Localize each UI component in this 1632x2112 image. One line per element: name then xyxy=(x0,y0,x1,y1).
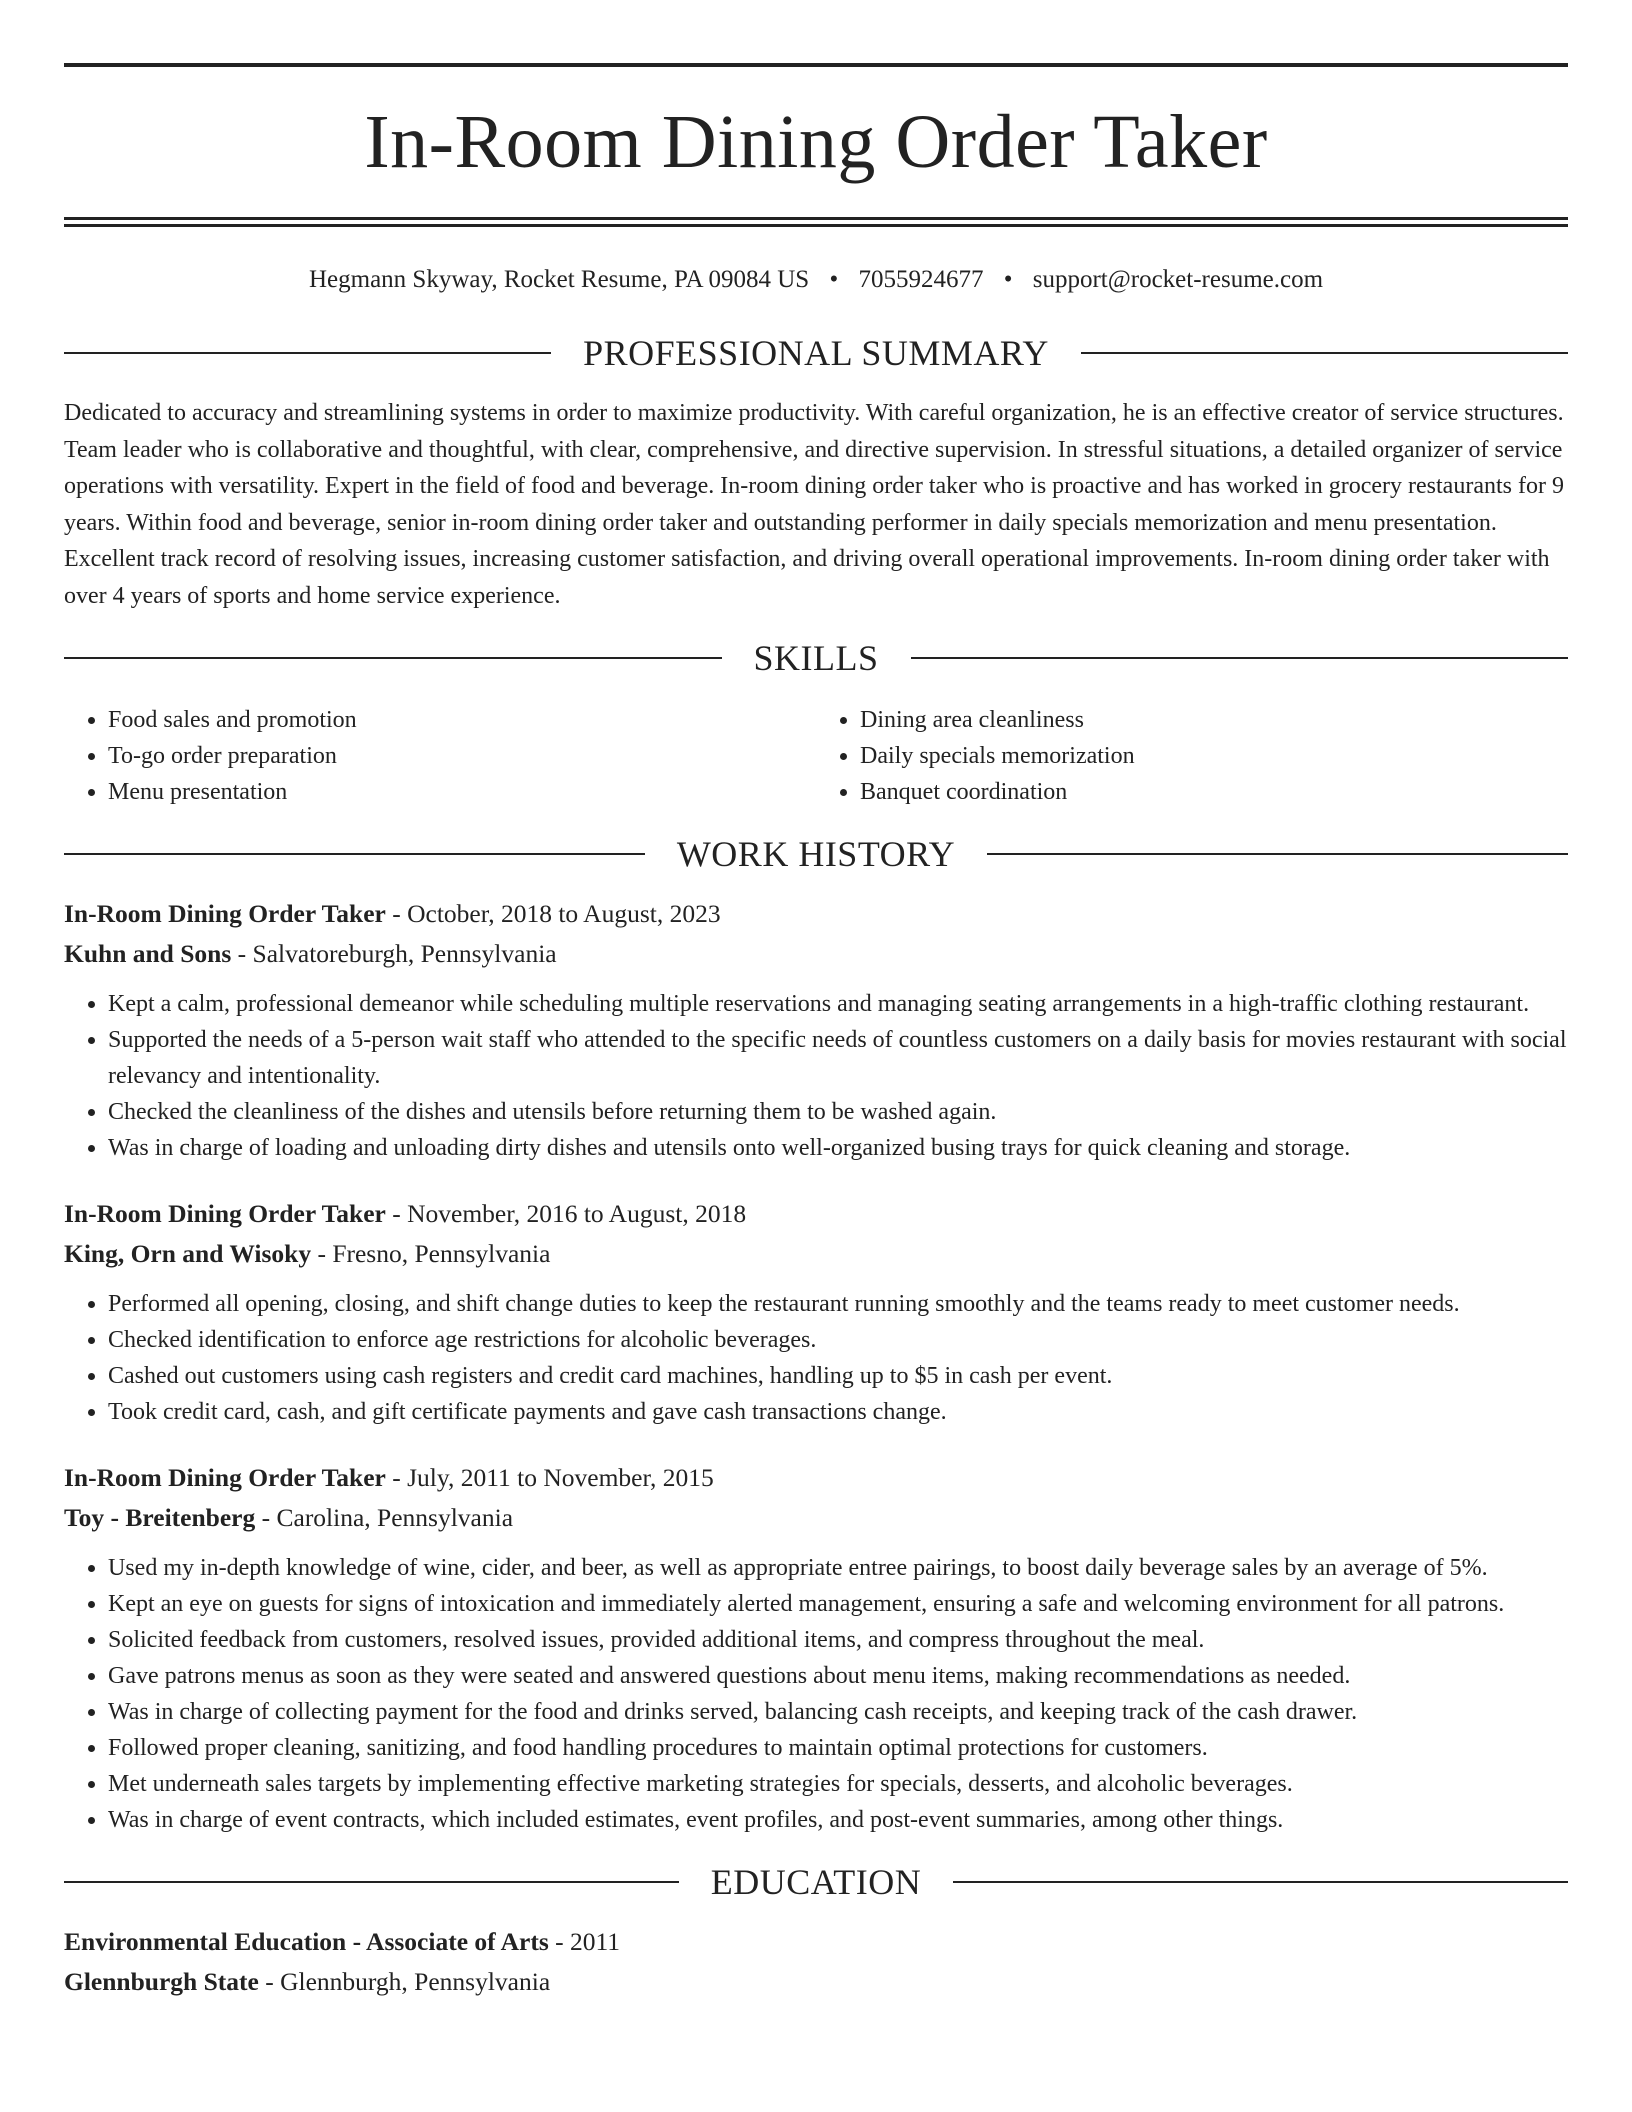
job-title: In-Room Dining Order Taker xyxy=(64,899,386,928)
job-bullet: • Gave patrons menus as soon as they were seated and answered questions about menu items, making recommendations as needed. xyxy=(108,1658,1568,1694)
education-entry xyxy=(64,1922,1568,2002)
heading-rule-right xyxy=(911,657,1569,659)
contact-separator: • xyxy=(829,266,839,293)
skill-item: • Food sales and promotion xyxy=(108,702,816,738)
job-company-line xyxy=(64,1498,1568,1538)
summary-text: Dedicated to accuracy and streamlining systems in order to maximize productivity. With careful organization, he is an effective creator of service structures. Team leader who is collaborative and thoughtful, with clear, comprehensive, and directive supervision. In stressful situations, a detailed organizer of service operations with versatility. Expert in the field of food and beverage. In-room dining order taker who is proactive and has worked in grocery restaurants for 9 years. Within food and beverage, senior in-room dining order taker and outstanding performer in daily specials memorization and menu presentation. Excellent track record of resolving issues, increasing customer satisfaction, and driving overall operational improvements. In-room dining order taker with over 4 years of sports and home service experience. xyxy=(64,400,1564,609)
skills-list xyxy=(64,702,1568,810)
heading-rule-right xyxy=(953,1881,1568,1883)
job-entry xyxy=(64,1194,1568,1430)
heading-rule-left xyxy=(64,657,722,659)
job-company: King, Orn and Wisoky xyxy=(64,1239,312,1268)
education-location: - Glennburgh, Pennsylvania xyxy=(258,1967,551,1996)
job-company-line xyxy=(64,1234,1568,1274)
skill-item: • Dining area cleanliness xyxy=(860,702,1568,738)
education-school: Glennburgh State xyxy=(64,1967,259,1996)
job-bullets xyxy=(64,1286,1568,1430)
header-double-rule xyxy=(64,217,1568,227)
job-bullets xyxy=(64,1550,1568,1838)
job-bullet: • Checked the cleanliness of the dishes and utensils before returning them to be washed again. xyxy=(108,1094,1568,1130)
skills-title: SKILLS xyxy=(753,638,879,678)
work-section-heading xyxy=(64,834,1568,874)
skills-section-heading xyxy=(64,638,1568,678)
job-title: In-Room Dining Order Taker xyxy=(64,1199,386,1228)
job-bullet: • Was in charge of event contracts, which included estimates, event profiles, and post-event summaries, among other things. xyxy=(108,1802,1568,1838)
job-title-line xyxy=(64,1194,1568,1234)
job-entry xyxy=(64,894,1568,1166)
job-title-line xyxy=(64,894,1568,934)
summary-section-heading xyxy=(64,333,1568,373)
education-degree: Environmental Education - Associate of Arts xyxy=(64,1927,549,1956)
job-bullet: • Took credit card, cash, and gift certificate payments and gave cash transactions change. xyxy=(108,1394,1568,1430)
job-bullet: • Followed proper cleaning, sanitizing, and food handling procedures to maintain optimal protections for customers. xyxy=(108,1730,1568,1766)
job-location: - Salvatoreburgh, Pennsylvania xyxy=(231,939,557,968)
heading-rule-left xyxy=(64,1881,679,1883)
contact-email: support@rocket-resume.com xyxy=(1032,266,1324,293)
education-school-line xyxy=(64,1962,1568,2002)
contact-phone: 7055924677 xyxy=(858,266,984,293)
education-year: - 2011 xyxy=(548,1927,621,1956)
heading-rule-left xyxy=(64,853,645,855)
heading-rule-right xyxy=(1081,352,1568,354)
job-bullet: • Was in charge of loading and unloading dirty dishes and utensils onto well-organized busing trays for quick cleaning and storage. xyxy=(108,1130,1568,1166)
skill-item: • Daily specials memorization xyxy=(860,738,1568,774)
job-bullet: • Performed all opening, closing, and shift change duties to keep the restaurant running smoothly and the teams ready to meet customer needs. xyxy=(108,1286,1568,1322)
job-title-line xyxy=(64,1458,1568,1498)
job-bullet: • Supported the needs of a 5-person wait staff who attended to the specific needs of countless customers on a daily basis for movies restaurant with social relevancy and intentionality. xyxy=(108,1022,1568,1094)
job-entry xyxy=(64,1458,1568,1838)
contact-line xyxy=(64,265,1568,295)
job-bullets xyxy=(64,986,1568,1166)
education-title: EDUCATION xyxy=(710,1862,922,1902)
candidate-name: In-Room Dining Order Taker xyxy=(364,100,1268,184)
job-bullet: • Kept an eye on guests for signs of intoxication and immediately alerted management, ensuring a safe and welcoming environment for all patrons. xyxy=(108,1586,1568,1622)
job-bullet: • Cashed out customers using cash registers and credit card machines, handling up to $5 in cash per event. xyxy=(108,1358,1568,1394)
job-title: In-Room Dining Order Taker xyxy=(64,1463,386,1492)
education-degree-line xyxy=(64,1922,1568,1962)
job-bullet: • Met underneath sales targets by implementing effective marketing strategies for specials, desserts, and alcoholic beverages. xyxy=(108,1766,1568,1802)
job-dates: - October, 2018 to August, 2023 xyxy=(385,899,721,928)
top-rule xyxy=(64,63,1568,67)
contact-address: Hegmann Skyway, Rocket Resume, PA 09084 US xyxy=(308,266,810,293)
skill-item: • Menu presentation xyxy=(108,774,816,810)
job-company-line xyxy=(64,934,1568,974)
summary-title: PROFESSIONAL SUMMARY xyxy=(583,333,1049,373)
job-location: - Fresno, Pennsylvania xyxy=(311,1239,551,1268)
job-bullet: • Checked identification to enforce age restrictions for alcoholic beverages. xyxy=(108,1322,1568,1358)
skill-item: • Banquet coordination xyxy=(860,774,1568,810)
job-dates: - July, 2011 to November, 2015 xyxy=(385,1463,714,1492)
job-bullet: • Was in charge of collecting payment for the food and drinks served, balancing cash receipts, and keeping track of the cash drawer. xyxy=(108,1694,1568,1730)
job-bullet: • Kept a calm, professional demeanor while scheduling multiple reservations and managing seating arrangements in a high-traffic clothing restaurant. xyxy=(108,986,1568,1022)
job-company: Toy - Breitenberg xyxy=(64,1503,256,1532)
contact-separator: • xyxy=(1003,266,1013,293)
skills-column-left xyxy=(64,702,816,810)
education-section-heading xyxy=(64,1862,1568,1902)
work-title: WORK HISTORY xyxy=(676,834,956,874)
heading-rule-right xyxy=(987,853,1568,855)
heading-rule-left xyxy=(64,352,551,354)
job-location: - Carolina, Pennsylvania xyxy=(255,1503,514,1532)
job-company: Kuhn and Sons xyxy=(64,939,232,968)
job-bullet: • Used my in-depth knowledge of wine, cider, and beer, as well as appropriate entree pairings, to boost daily beverage sales by an average of 5%. xyxy=(108,1550,1568,1586)
skills-column-right xyxy=(816,702,1568,810)
skill-item: • To-go order preparation xyxy=(108,738,816,774)
job-bullet: • Solicited feedback from customers, resolved issues, provided additional items, and compress throughout the meal. xyxy=(108,1622,1568,1658)
job-dates: - November, 2016 to August, 2018 xyxy=(385,1199,747,1228)
